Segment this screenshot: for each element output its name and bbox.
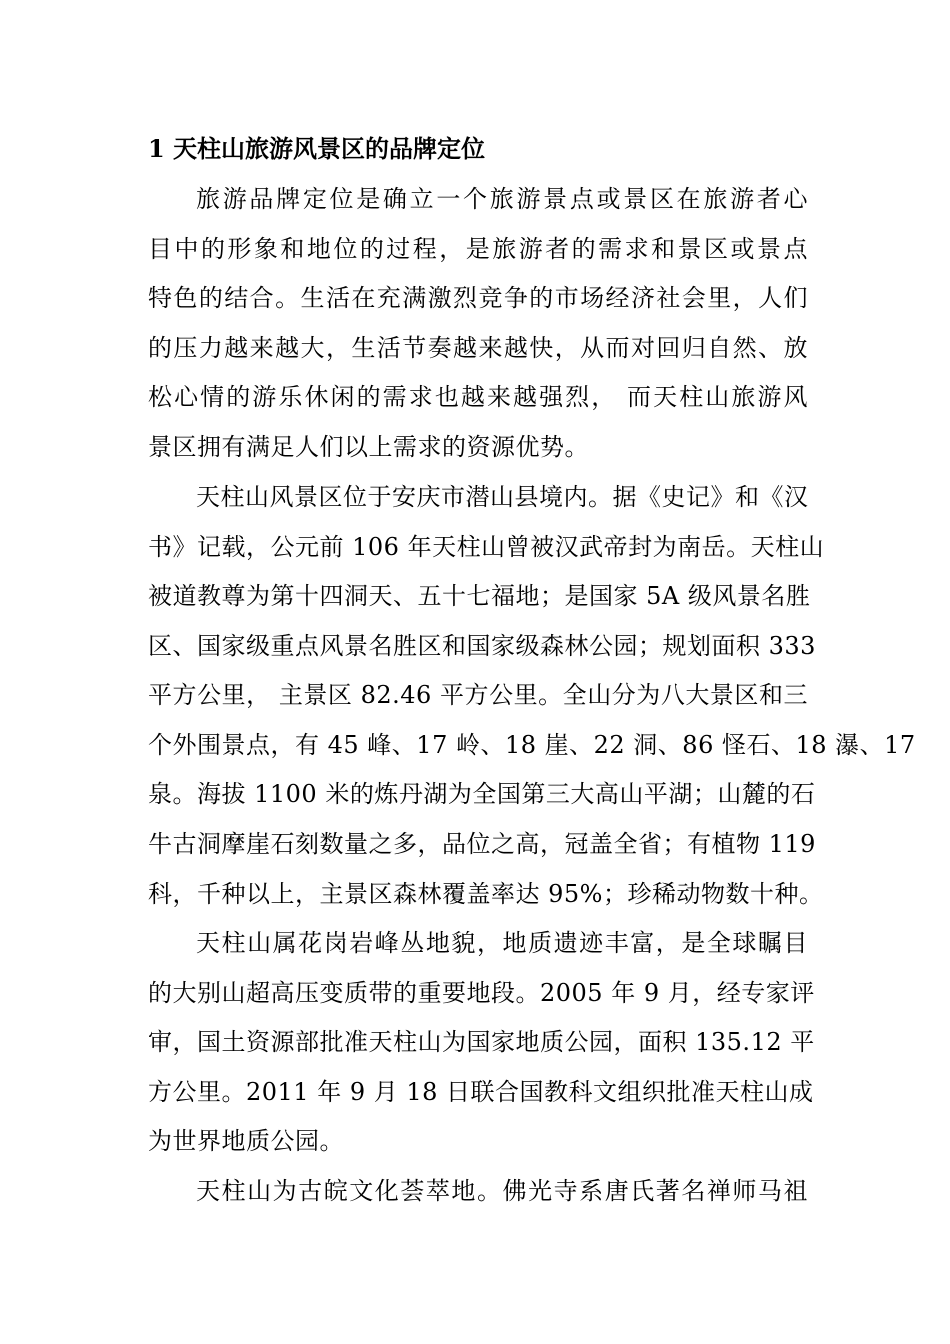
paragraph-2-line-3: 被道教尊为第十四洞天、五十七福地；是国家 5A 级风景名胜 [148, 582, 811, 610]
paragraph-3-line-1: 天柱山属花岗岩峰丛地貌，地质遗迹丰富，是全球瞩目 [196, 929, 808, 957]
paragraph-3-line-5: 为世界地质公园。 [148, 1127, 344, 1155]
paragraph-2-line-2: 书》记载，公元前 106 年天柱山曾被汉武帝封为南岳。天柱山 [148, 533, 825, 561]
paragraph-1-line-5: 松心情的游乐休闲的需求也越来越强烈， 而天柱山旅游风 [148, 383, 808, 411]
paragraph-2-line-5: 平方公里， 主景区 82.46 平方公里。全山分为八大景区和三 [148, 681, 808, 709]
paragraph-2-line-9: 科，千种以上，主景区森林覆盖率达 95%；珍稀动物数十种。 [148, 880, 824, 908]
paragraph-2-line-6: 个外围景点，有 45 峰、17 岭、18 崖、22 洞、86 怪石、18 瀑、17 [148, 731, 916, 759]
paragraph-1-line-4: 的压力越来越大，生活节奏越来越快，从而对回归自然、放 [148, 334, 808, 362]
paragraph-3-line-3: 审，国土资源部批准天柱山为国家地质公园，面积 135.12 平 [148, 1028, 815, 1056]
paragraph-1-line-2: 目中的形象和地位的过程，是旅游者的需求和景区或景点 [148, 235, 808, 263]
paragraph-1-line-1: 旅游品牌定位是确立一个旅游景点或景区在旅游者心 [196, 185, 808, 213]
paragraph-2-line-8: 牛古洞摩崖石刻数量之多，品位之高，冠盖全省；有植物 119 [148, 830, 816, 858]
paragraph-3-line-2: 的大别山超高压变质带的重要地段。2005 年 9 月，经专家评 [148, 979, 815, 1007]
paragraph-1-line-3: 特色的结合。生活在充满激烈竞争的市场经济社会里，人们 [148, 284, 808, 312]
paragraph-2-line-4: 区、国家级重点风景名胜区和国家级森林公园；规划面积 333 [148, 632, 816, 660]
paragraph-3-line-4: 方公里。2011 年 9 月 18 日联合国教科文组织批准天柱山成 [148, 1078, 814, 1106]
paragraph-1-line-6: 景区拥有满足人们以上需求的资源优势。 [148, 433, 589, 461]
paragraph-4-line-1: 天柱山为古皖文化荟萃地。佛光寺系唐氏著名禅师马祖 [196, 1177, 808, 1205]
paragraph-2-line-7: 泉。海拔 1100 米的炼丹湖为全国第三大高山平湖；山麓的石 [148, 780, 816, 808]
paragraph-2-line-1: 天柱山风景区位于安庆市潜山县境内。据《史记》和《汉 [196, 483, 809, 511]
section-heading: 1 天柱山旅游风景区的品牌定位 [148, 134, 486, 163]
